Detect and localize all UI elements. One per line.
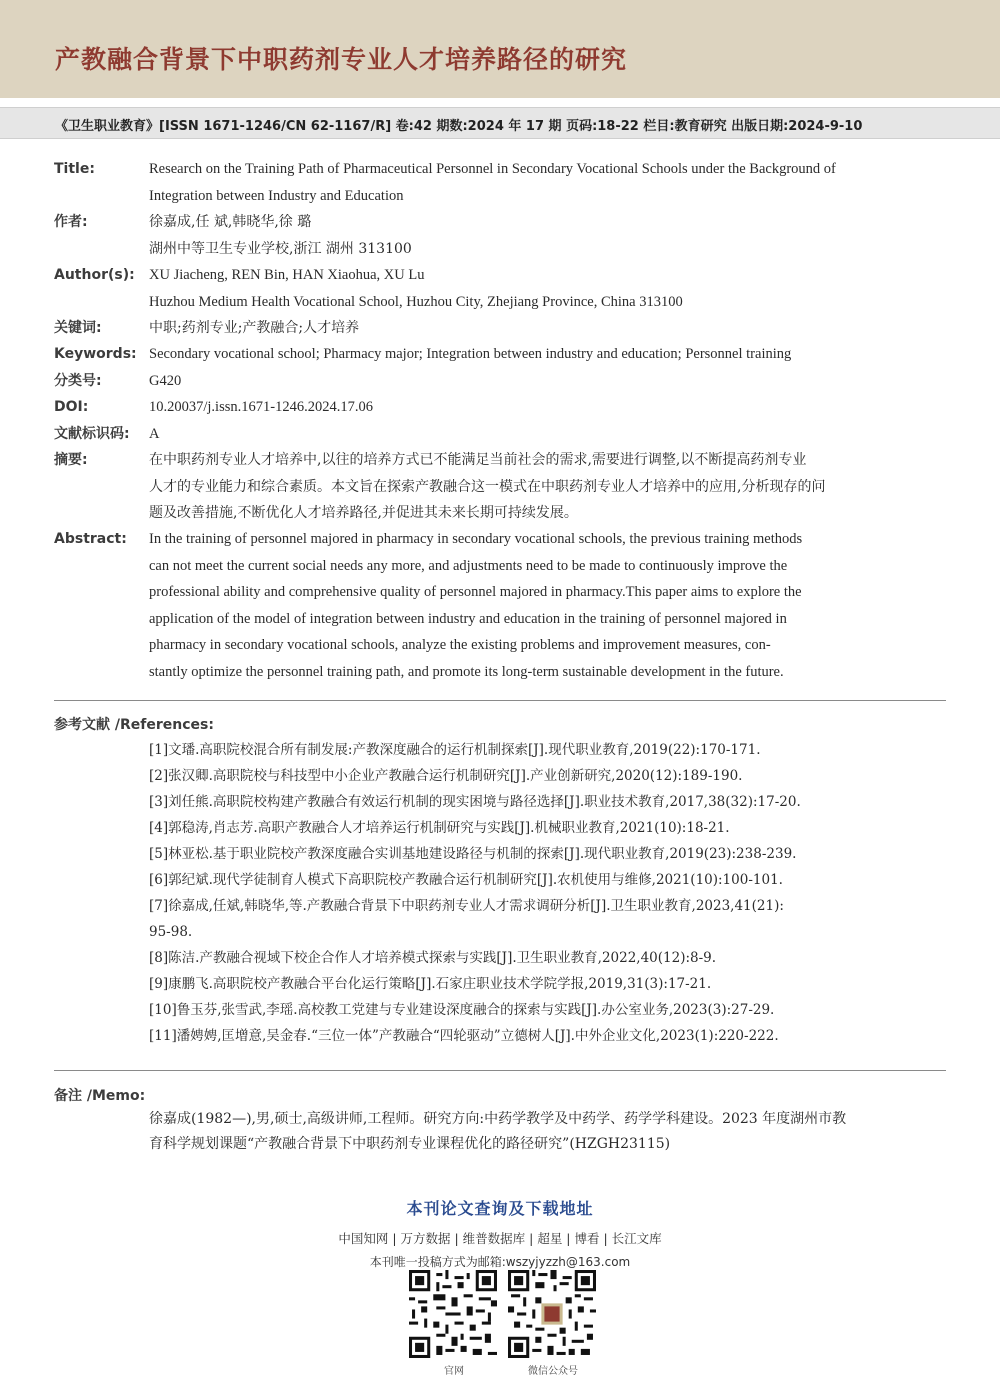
memo-heading: 备注 /Memo: (54, 1088, 146, 1104)
qr-website[interactable] (409, 1270, 499, 1377)
document-code-label: 文献标识码: (54, 426, 130, 442)
qr-website-caption: 官网 (444, 1366, 464, 1377)
affiliation-en: Huzhou Medium Health Vocational School, Huzhou City, Zhejiang Province, China 313100 (149, 293, 683, 310)
document-code-value (149, 421, 945, 448)
journal-meta: 《卫生职业教育》[ISSN 1671-1246/CN 62-1167/R] 卷:42 期数:2024 年 17 期 页码:18-22 栏目:教育研究 出版日期:2024-9-10 (55, 119, 863, 134)
references-list (149, 737, 949, 1049)
memo-line: 育科学规划课题“产教融合背景下中职药剂专业课程优化的路径研究”(HZGH23115) (149, 1136, 671, 1152)
classification-label: 分类号: (54, 373, 102, 389)
reference-item: [11]潘娉娉,匡增意,吴金春.“三位一体”产教融合“四轮驱动”立德树人[J].中外企业文化,2023(1):220-222. (149, 1028, 779, 1044)
abstract-en-line: stantly optimize the personnel training path, and promote its long-term sustainable development in the future. (149, 663, 784, 680)
qr-wechat[interactable] (508, 1270, 598, 1377)
classification-text: G420 (149, 373, 182, 389)
memo-body (149, 1107, 946, 1157)
abstract-en-line: professional ability and comprehensive quality of personnel majored in pharmacy.This paper aims to explore the (149, 584, 802, 600)
reference-item: [1]文璠.高职院校混合所有制发展:产教深度融合的运行机制探索[J].现代职业教育,2019(22):170-171. (149, 742, 761, 758)
download-heading: 本刊论文查询及下载地址 (406, 1199, 594, 1218)
qr-code-icon (508, 1270, 596, 1358)
reference-item: [3]刘任熊.高职院校构建产教融合有效运行机制的现实困境与路径选择[J].职业技术教育,2017,38(32):17-20. (149, 794, 801, 810)
abstract-en-value (149, 526, 945, 685)
divider (54, 1070, 946, 1071)
abstract-cn-line: 人才的专业能力和综合素质。本文旨在探索产教融合这一模式在中职药剂专业人才培养中的应用,分析现存的问 (149, 478, 826, 495)
author-en-label: Author(s): (54, 267, 135, 283)
title-en-value (149, 156, 945, 209)
author-cn-names: 徐嘉成,任 斌,韩晓华,徐 璐 (149, 214, 312, 230)
database-list[interactable]: 中国知网 | 万方数据 | 维普数据库 | 超星 | 博看 | 长江文库 (338, 1231, 662, 1246)
title-en-line: Integration between Industry and Education (149, 187, 404, 204)
reference-item: [10]鲁玉芬,张雪武,李瑶.高校教工党建与专业建设深度融合的探索与实践[J].办公室业务,2023(3):27-29. (149, 1002, 775, 1018)
author-cn-value (149, 209, 945, 262)
doi-text: 10.20037/j.issn.1671-1246.2024.17.06 (149, 399, 373, 415)
abstract-en-label: Abstract: (54, 531, 127, 547)
footer (0, 1196, 1000, 1270)
reference-item: [6]郭纪斌.现代学徒制育人模式下高职院校产教融合运行机制研究[J].农机使用与维修,2021(10):100-101. (149, 872, 783, 888)
affiliation-cn: 湖州中等卫生专业学校,浙江 湖州 313100 (149, 240, 412, 257)
qr-code-icon (409, 1270, 497, 1358)
abstract-cn-line: 题及改善措施,不断优化人才培养路径,并促进其未来长期可持续发展。 (149, 505, 578, 521)
abstract-en-line: In the training of personnel majored in pharmacy in secondary vocational schools, the previous training methods (149, 531, 803, 547)
reference-item: [5]林亚松.基于职业院校产教深度融合实训基地建设路径与机制的探索[J].现代职业教育,2019(23):238-239. (149, 846, 797, 862)
abstract-en-line: pharmacy in secondary vocational schools, analyze the existing problems and improvement measures, con- (149, 637, 771, 653)
reference-item: [4]郭稳涛,肖志芳.高职产教融合人才培养运行机制研究与实践[J].机械职业教育,2021(10):18-21. (149, 820, 730, 836)
references-heading: 参考文献 /References: (54, 717, 214, 733)
divider (54, 700, 946, 701)
keywords-cn-value (149, 315, 945, 342)
reference-item: [8]陈洁.产教融合视域下校企合作人才培养模式探索与实践[J].卫生职业教育,2022,40(12):8-9. (149, 950, 717, 966)
reference-item: [2]张汉卿.高职院校与科技型中小企业产教融合运行机制研究[J].产业创新研究,2020(12):189-190. (149, 768, 743, 784)
submission-email[interactable]: 本刊唯一投稿方式为邮箱:wszyjyzzh@163.com (369, 1255, 631, 1269)
abstract-en-line: application of the model of integration between industry and education in the training of personnel majored in (149, 610, 787, 627)
reference-item: 95-98. (149, 924, 193, 940)
reference-item: [7]徐嘉成,任斌,韩晓华,等.产教融合背景下中职药剂专业人才需求调研分析[J].卫生职业教育,2023,41(21): (149, 898, 784, 914)
title-en-label: Title: (54, 161, 95, 177)
abstract-en-line: can not meet the current social needs any more, and adjustments need to be made to continuously improve the (149, 557, 788, 574)
keywords-en-value (149, 341, 945, 368)
doi-label: DOI: (54, 399, 89, 415)
author-en-value (149, 262, 945, 315)
keywords-cn-label: 关键词: (54, 320, 102, 336)
journal-meta-band (0, 107, 1000, 139)
title-band (0, 0, 1000, 98)
keywords-en-text: Secondary vocational school; Pharmacy major; Integration between industry and education; Personnel training (149, 346, 792, 362)
author-en-names: XU Jiacheng, REN Bin, HAN Xiaohua, XU Lu (149, 267, 425, 283)
article-title: 产教融合背景下中职药剂专业人才培养路径的研究 (55, 45, 628, 74)
classification-value (149, 368, 945, 395)
abstract-cn-value (149, 447, 945, 527)
abstract-cn-line: 在中职药剂专业人才培养中,以往的培养方式已不能满足当前社会的需求,需要进行调整,以不断提高药剂专业 (149, 452, 807, 468)
abstract-cn-label: 摘要: (54, 452, 88, 468)
keywords-cn-text: 中职;药剂专业;产教融合;人才培养 (149, 320, 360, 336)
title-en-line: Research on the Training Path of Pharmaceutical Personnel in Secondary Vocational Schools under the Background of (149, 161, 836, 177)
document-code-text: A (149, 426, 160, 442)
doi-value (149, 394, 945, 421)
qr-wechat-caption: 微信公众号 (528, 1366, 578, 1377)
keywords-en-label: Keywords: (54, 346, 137, 362)
memo-line: 徐嘉成(1982—),男,硕士,高级讲师,工程师。研究方向:中药学教学及中药学、药学学科建设。2023 年度湖州市教 (149, 1111, 847, 1127)
author-cn-label: 作者: (54, 214, 88, 230)
reference-item: [9]康鹏飞.高职院校产教融合平台化运行策略[J].石家庄职业技术学院学报,2019,31(3):17-21. (149, 976, 712, 992)
